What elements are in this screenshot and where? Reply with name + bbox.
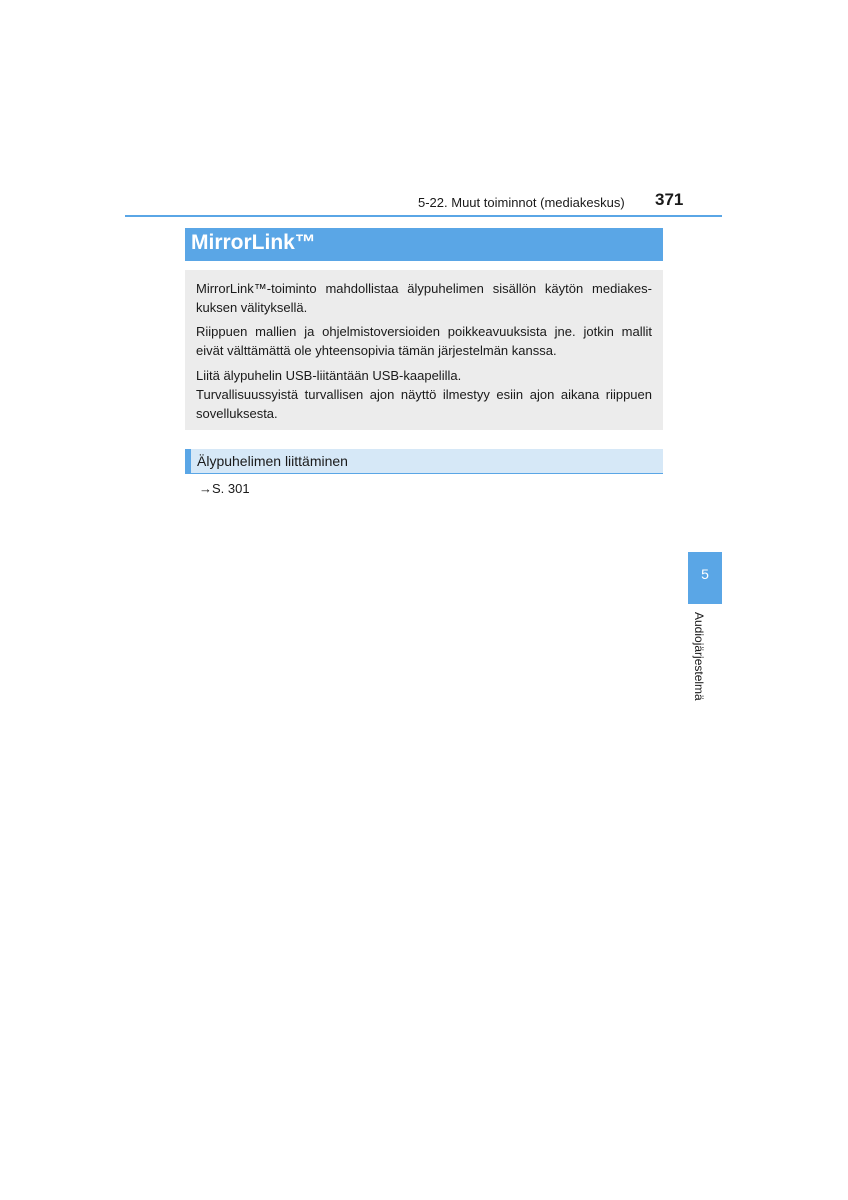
info-paragraph: Turvallisuussyistä turvallisen ajon näyttö ilmestyy esiin ajon aikana riippuen sovelluksesta. [196, 387, 652, 421]
chapter-number: 5 [701, 566, 709, 582]
subsection-title: Älypuhelimen liittäminen [197, 453, 348, 469]
breadcrumb: 5-22. Muut toiminnot (mediakeskus) [418, 195, 625, 210]
section-title-bar [185, 228, 663, 261]
info-box [185, 270, 663, 430]
subsection-rule [185, 473, 663, 474]
header-rule [125, 215, 722, 217]
info-paragraph: Riippuen mallien ja ohjelmistoversioiden poikkeavuuksista jne. jotkin mallit eivät välttämättä ole yhteensopivia tämän järjestelmän kanssa. [196, 324, 652, 358]
subsection-accent [185, 449, 191, 473]
chapter-tab [688, 552, 722, 604]
page-reference-link[interactable]: →S. 301 [199, 481, 250, 496]
page-number: 371 [655, 190, 684, 209]
chapter-label: Audiojärjestelmä [692, 612, 706, 701]
info-paragraph: MirrorLink™-toiminto mahdollistaa älypuhelimen sisällön käytön mediakes-kuksen välityksellä. [196, 281, 652, 315]
subsection-heading-bar [185, 449, 663, 473]
section-title: MirrorLink™ [191, 231, 316, 254]
info-paragraph: Liitä älypuhelin USB-liitäntään USB-kaapelilla. [196, 368, 462, 383]
